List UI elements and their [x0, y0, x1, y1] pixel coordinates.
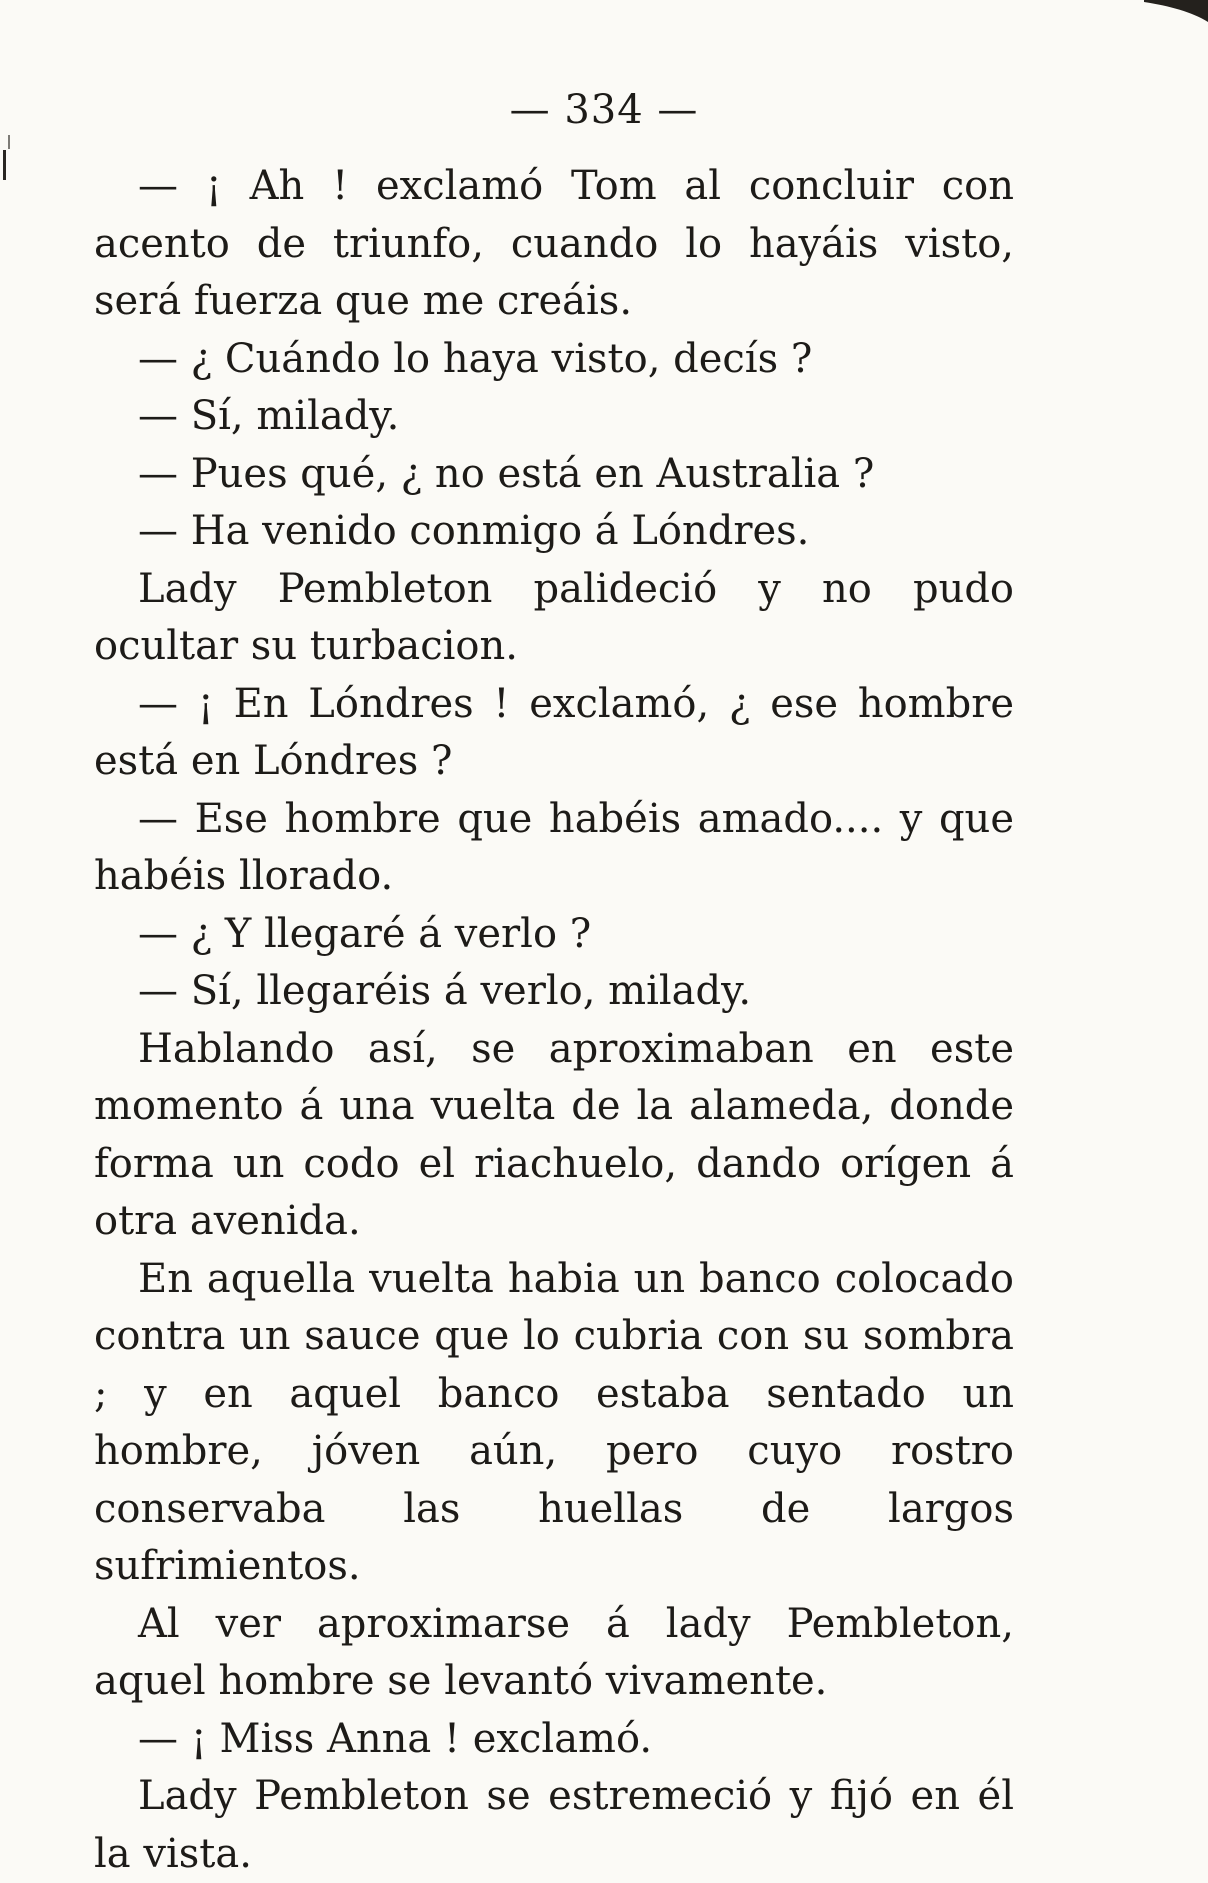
scan-edge-shadow — [1144, 0, 1208, 26]
paragraph: Hablando así, se aproximaban en este momento á una vuelta de la alameda, donde forma un codo el riachuelo, dando orígen á otra avenida. — [94, 1025, 1014, 1244]
scan-speck — [8, 135, 10, 149]
paragraph: Al ver aproximarse á lady Pembleton, aquel hombre se levantó vivamente. — [94, 1600, 1014, 1704]
paragraph: — ¿ Y llegaré á verlo ? — [138, 910, 592, 957]
page-number: — 334 — — [509, 87, 699, 133]
paragraph: En aquella vuelta habia un banco colocado contra un sauce que lo cubria con su sombra ; y en aquel banco estaba sentado un hombre, jóven aún, pero cuyo rostro conservaba las huellas de largos sufrimientos. — [94, 1255, 1014, 1589]
paragraph: — Sí, milady. — [138, 393, 400, 439]
paragraph: — ¿ Cuándo lo haya visto, decís ? — [138, 335, 813, 382]
paragraph: — Ese hombre que habéis amado.... y que habéis llorado. — [94, 795, 1014, 899]
paragraph: Lady Pembleton se estremeció y fijó en él la vista. — [94, 1773, 1014, 1877]
paragraph: — Pues qué, ¿ no está en Australia ? — [138, 450, 875, 497]
paragraph: — ¡ Miss Anna ! exclamó. — [138, 1715, 653, 1762]
scan-corner-mark — [1144, 0, 1208, 26]
paragraph: — Sí, llegaréis á verlo, milady. — [138, 968, 752, 1014]
scan-speck — [3, 150, 6, 180]
paragraph: — ¡ En Lóndres ! exclamó, ¿ ese hombre está en Lóndres ? — [94, 680, 1014, 784]
body-text — [94, 158, 1014, 1883]
paragraph: Lady Pembleton palideció y no pudo ocultar su turbacion. — [94, 565, 1014, 669]
paragraph: — Ha venido conmigo á Lóndres. — [138, 508, 810, 554]
paragraph: — ¡ Ah ! exclamó Tom al concluir con acento de triunfo, cuando lo hayáis visto, será fuerza que me creáis. — [94, 163, 1014, 324]
